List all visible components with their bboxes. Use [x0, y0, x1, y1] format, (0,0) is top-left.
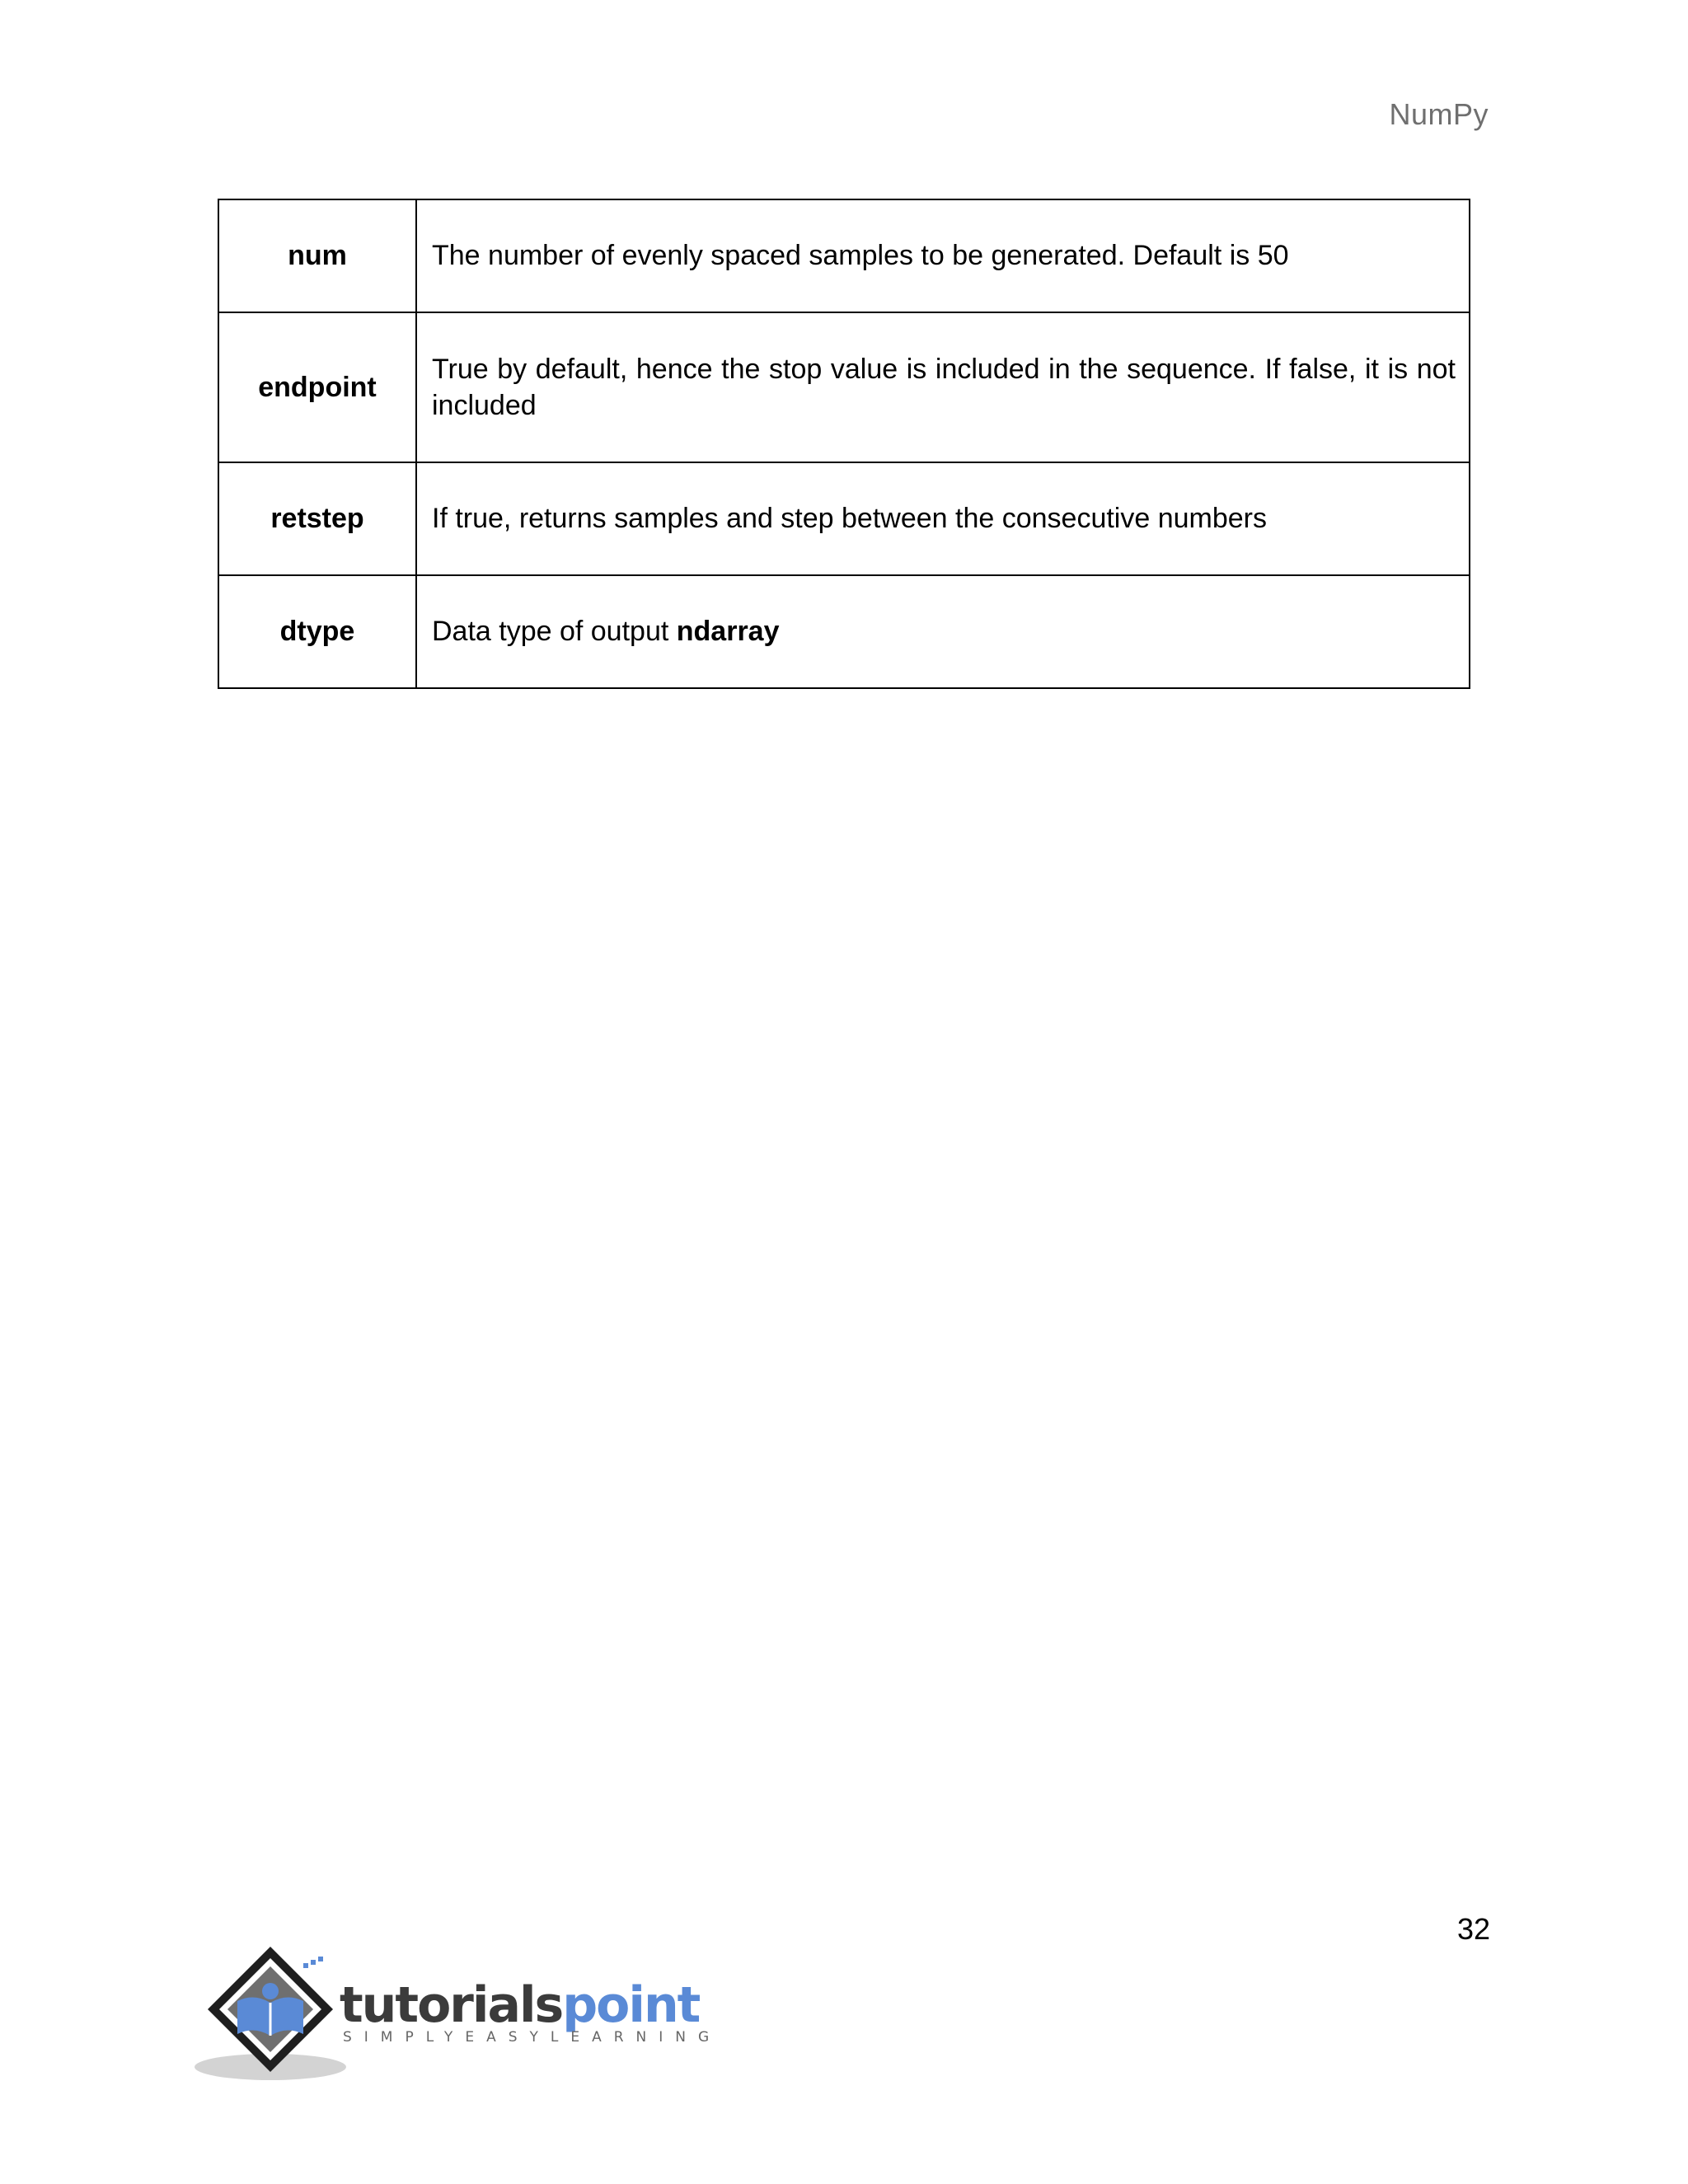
table-row: [218, 462, 1470, 575]
logo-tagline: SIMPLYEASYLEARNING: [343, 2029, 722, 2046]
parameter-description: True by default, hence the stop value is included in the sequence. If false, it is not included: [416, 312, 1470, 462]
parameter-description: If true, returns samples and step between the consecutive numbers: [416, 462, 1470, 575]
running-header-title: NumPy: [1389, 97, 1489, 131]
parameter-description: [416, 575, 1470, 688]
parameter-name: dtype: [218, 575, 416, 688]
parameter-table: [218, 199, 1470, 689]
page-number: 32: [1456, 1912, 1490, 1946]
logo-wordmark: tutorialspoint: [340, 1976, 700, 2034]
parameter-name: retstep: [218, 462, 416, 575]
parameter-name: num: [218, 199, 416, 312]
table-row: [218, 312, 1470, 462]
table-row: [218, 199, 1470, 312]
parameter-description: The number of evenly spaced samples to be generated. Default is 50: [416, 199, 1470, 312]
tutorialspoint-logo: [195, 1937, 722, 2085]
parameter-name: endpoint: [218, 312, 416, 462]
description-text: Data type of output: [432, 616, 677, 648]
table-row: [218, 575, 1470, 688]
ndarray-term: ndarray: [676, 616, 780, 648]
